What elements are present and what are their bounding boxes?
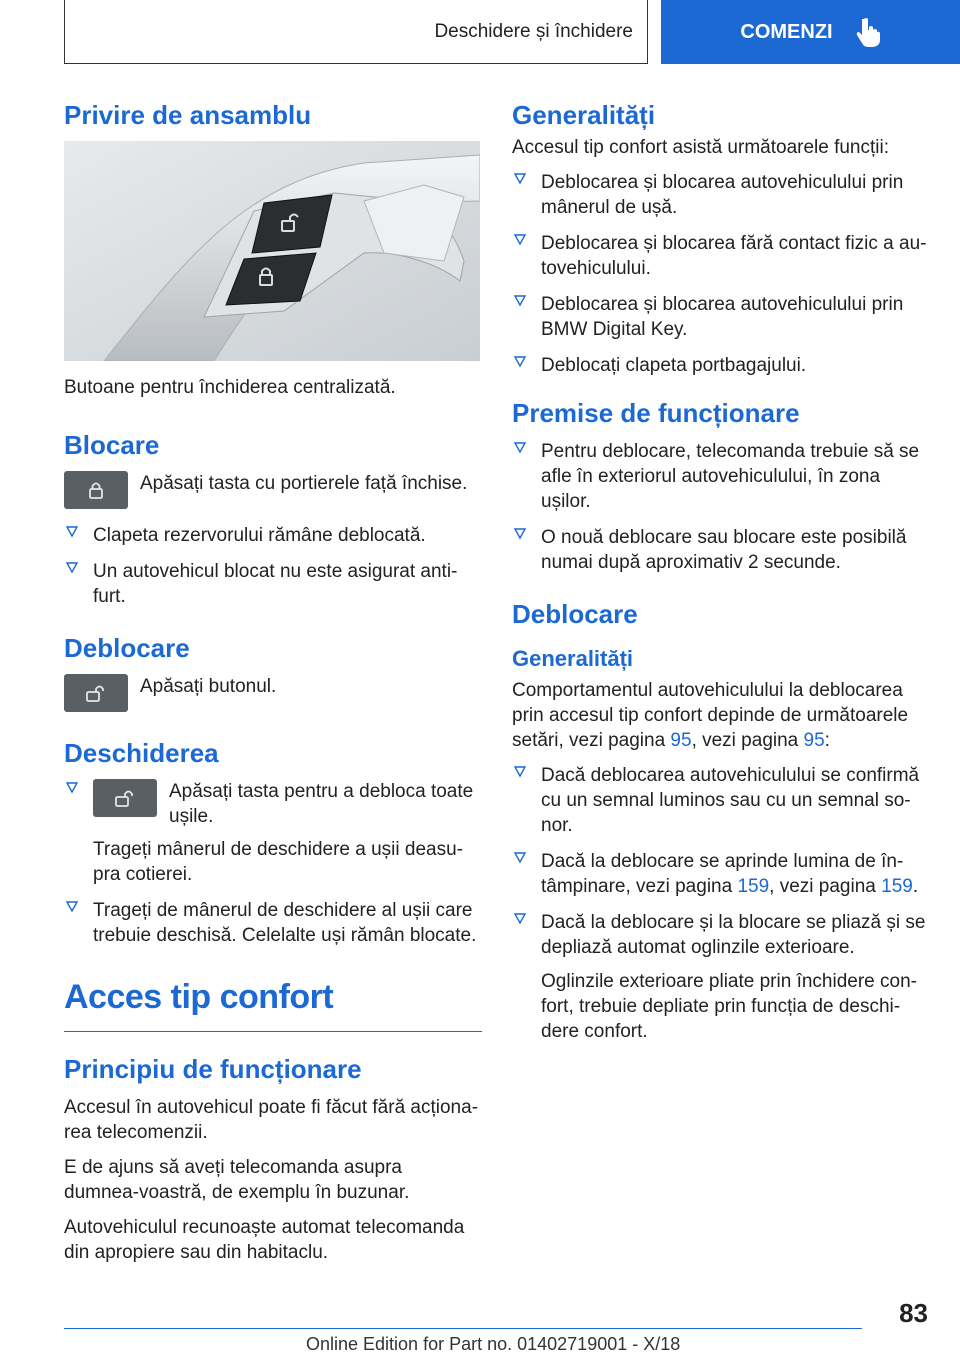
unlock-instruction: Apăsați butonul.	[140, 676, 277, 697]
photo-caption: Butoane pentru închiderea centralizată.	[64, 377, 396, 398]
unlocking-paragraph-text: Comportamentul autovehiculului la deblocarea prin accesul tip confort depinde de următoarele setări, vezi pagina	[512, 680, 909, 751]
unlocking-setting-2-text: .	[912, 876, 919, 897]
footer-divider	[64, 1328, 862, 1329]
left-column	[64, 100, 482, 1275]
triangle-bullet-icon	[514, 852, 526, 864]
lock-closed-icon	[85, 480, 107, 500]
opening-heading: Deschiderea	[64, 738, 219, 768]
header-section-title-box	[64, 0, 648, 64]
list-item	[512, 231, 932, 281]
page-number: 83	[899, 1298, 928, 1328]
lock-open-icon	[114, 788, 136, 808]
list-item	[512, 525, 932, 575]
hand-pointer-icon	[855, 17, 881, 47]
unlocking-paragraph-text: , vezi pagina	[691, 730, 804, 751]
unlocking-setting-3: Dacă la deblocare și la blocare se pliază și se depliază automat oglinzile exterioare.	[541, 912, 926, 958]
unlocking-paragraph	[512, 678, 932, 753]
list-item	[64, 559, 482, 609]
list-item	[512, 763, 932, 838]
page-link-159[interactable]: 159	[881, 876, 913, 897]
lock-button-illustration	[64, 471, 128, 509]
unlocking-setting-1: Dacă deblocarea autovehiculului se confirmă cu un semnal luminos sau cu un semnal so-nor.	[541, 765, 920, 836]
list-item	[64, 523, 482, 548]
lock-note-2: Un autovehicul blocat nu este asigurat anti-furt.	[93, 561, 458, 607]
page-link-95[interactable]: 95	[670, 730, 692, 751]
unlocking-heading: Deblocare	[512, 599, 638, 629]
general-heading: Generalități	[512, 100, 656, 130]
prerequisite-2: O nouă deblocare sau blocare este posibilă numai după aproximativ 2 secunde.	[541, 527, 907, 573]
opening-step-1: Apăsați tasta pentru a debloca toate ușile.	[169, 781, 474, 827]
list-item	[512, 910, 932, 1044]
general-function-2: Deblocarea și blocarea fără contact fizic a au-tovehiculului.	[541, 233, 927, 279]
unlock-heading: Deblocare	[64, 633, 190, 663]
unlock-button-illustration	[93, 779, 157, 817]
page-link-95[interactable]: 95	[803, 730, 825, 751]
triangle-bullet-icon	[514, 356, 526, 368]
triangle-bullet-icon	[514, 913, 526, 925]
header-section-title: Deschidere și închidere	[434, 20, 633, 42]
page-link-159[interactable]: 159	[737, 876, 770, 897]
footer-edition-text: Online Edition for Part no. 01402719001 - X/18	[306, 1334, 681, 1354]
lock-notes-list	[64, 523, 482, 609]
overview-heading: Privire de ansamblu	[64, 100, 312, 130]
list-item	[512, 170, 932, 220]
comfort-access-heading: Acces tip confort	[64, 978, 482, 1032]
general-functions-list	[512, 170, 932, 378]
principle-heading: Principiu de funcționare	[64, 1054, 362, 1084]
unlock-button-illustration	[64, 674, 128, 712]
list-item	[64, 898, 482, 948]
triangle-bullet-icon	[514, 528, 526, 540]
lock-note-1: Clapeta rezervorului rămâne deblocată.	[93, 525, 426, 546]
opening-step-2: Trageți de mânerul de deschidere al ușii care trebuie deschisă. Celelalte uși rămân blocate.	[93, 900, 477, 946]
list-item	[512, 439, 932, 514]
header-tab-label: COMENZI	[740, 20, 833, 43]
principle-paragraph-2: E de ajuns să aveți telecomanda asupra dumnea-voastră, de exemplu în buzunar.	[64, 1157, 410, 1203]
lock-instruction: Apăsați tasta cu portierele față închise.	[140, 473, 468, 494]
lock-heading: Blocare	[64, 430, 160, 460]
triangle-bullet-icon	[66, 526, 78, 538]
triangle-bullet-icon	[514, 234, 526, 246]
unlocking-setting-3-followup: Oglinzile exterioare pliate prin închidere con-fort, trebuie depliate prin funcția de deschi-dere confort.	[541, 971, 917, 1042]
principle-paragraph-1: Accesul în autovehicul poate fi făcut fără acționa-rea telecomenzii.	[64, 1097, 479, 1143]
triangle-bullet-icon	[66, 782, 78, 794]
triangle-bullet-icon	[66, 901, 78, 913]
list-item	[64, 779, 482, 887]
unlocking-settings-list	[512, 763, 932, 1044]
principle-paragraph-3: Autovehiculul recunoaște automat telecomanda din apropiere sau din habitaclu.	[64, 1217, 465, 1263]
general-function-4: Deblocați clapeta portbagajului.	[541, 355, 807, 376]
triangle-bullet-icon	[514, 295, 526, 307]
opening-steps-list	[64, 779, 482, 948]
triangle-bullet-icon	[514, 766, 526, 778]
triangle-bullet-icon	[66, 562, 78, 574]
header-tab-comenzi[interactable]	[661, 0, 960, 64]
unlock-instruction-row	[64, 674, 482, 712]
prerequisite-1: Pentru deblocare, telecomanda trebuie să se afle în exteriorul autovehiculului, în zona ușilor.	[541, 441, 920, 512]
unlocking-subheading: Generalități	[512, 646, 634, 671]
lock-instruction-row	[64, 471, 482, 509]
lock-open-icon	[85, 683, 107, 703]
unlocking-setting-2-text: Dacă la deblocare se aprinde lumina de în-tâmpinare, vezi pagina	[541, 851, 904, 897]
unlocking-paragraph-text: :	[824, 730, 830, 751]
triangle-bullet-icon	[514, 173, 526, 185]
list-item	[512, 353, 932, 378]
unlocking-setting-2-text: , vezi pagina	[769, 876, 882, 897]
general-intro: Accesul tip confort asistă următoarele funcții:	[512, 137, 890, 158]
general-function-1: Deblocarea și blocarea autovehiculului prin mânerul de ușă.	[541, 172, 904, 218]
list-item	[512, 849, 932, 899]
door-lock-buttons-photo	[64, 141, 480, 361]
general-function-3: Deblocarea și blocarea autovehiculului prin BMW Digital Key.	[541, 294, 904, 340]
right-column	[512, 100, 932, 1055]
opening-step-1-followup: Trageți mânerul de deschidere a ușii deasu-pra cotierei.	[93, 839, 463, 885]
prerequisites-heading: Premise de funcționare	[512, 398, 800, 428]
triangle-bullet-icon	[514, 442, 526, 454]
list-item	[512, 292, 932, 342]
prerequisites-list	[512, 439, 932, 575]
